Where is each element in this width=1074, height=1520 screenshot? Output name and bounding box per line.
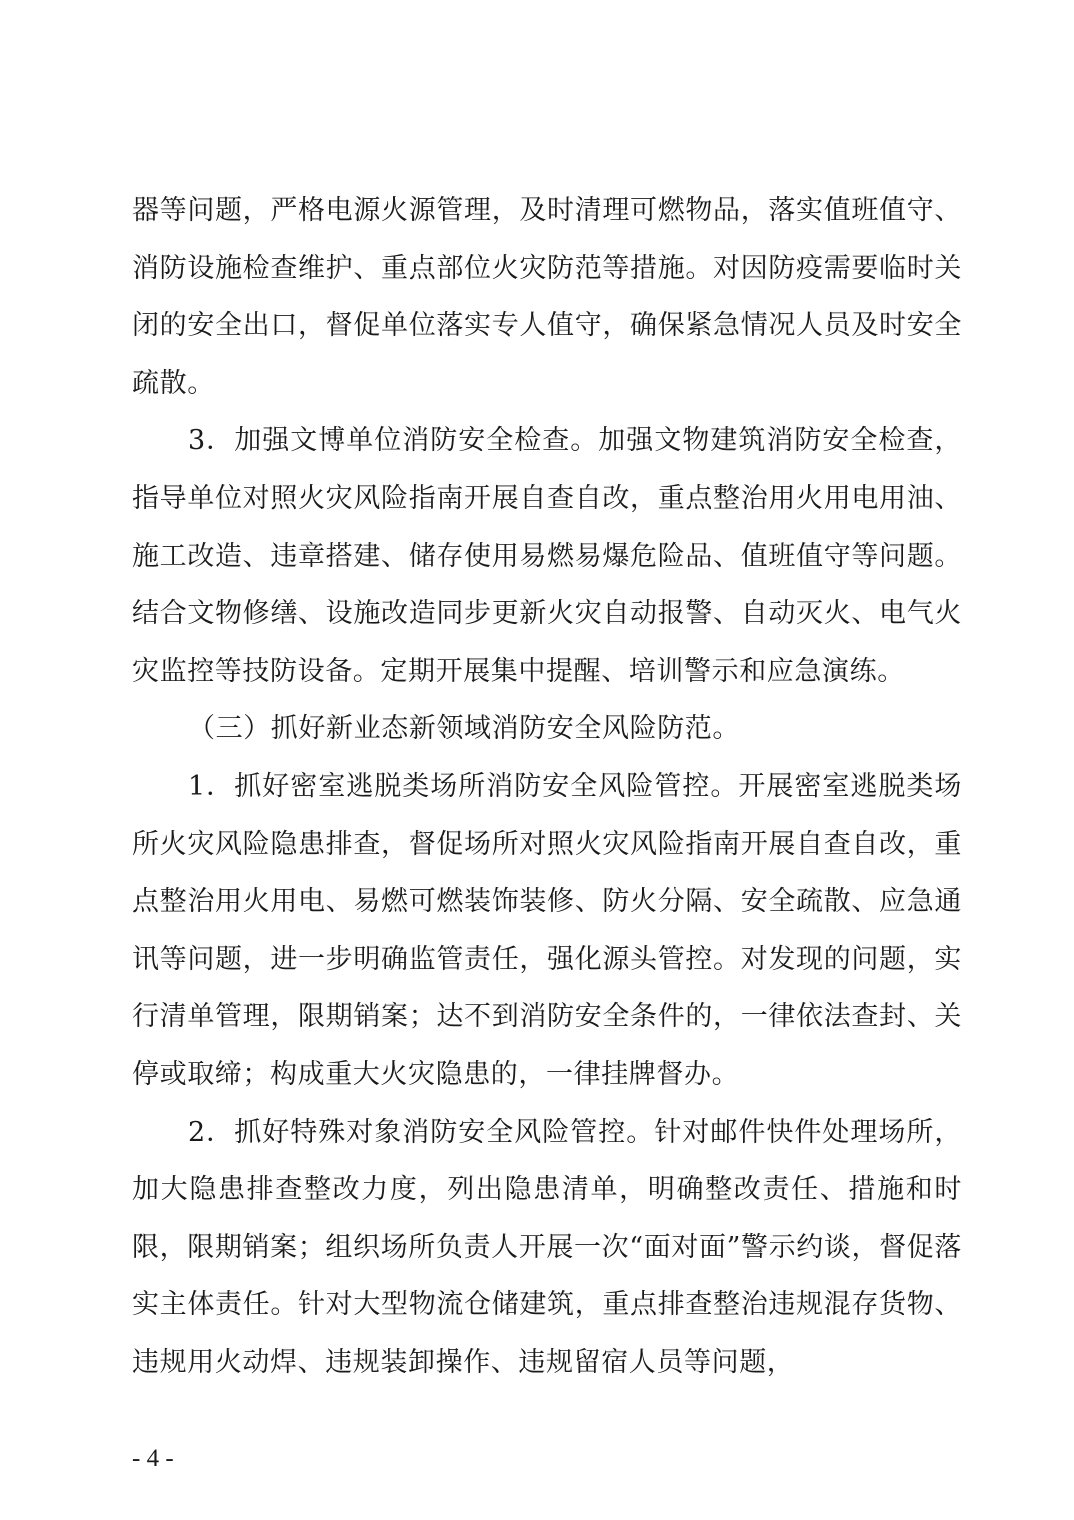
body-text (132, 182, 962, 1391)
paragraph-continuation: 器等问题，严格电源火源管理，及时清理可燃物品，落实值班值守、消防设施检查维护、重点部位火灾防范等措施。对因防疫需要临时关闭的安全出口，督促单位落实专人值守，确保紧急情况人员及时安全疏散。 (132, 195, 962, 399)
section-heading-3: （三）抓好新业态新领域消防安全风险防范。 (188, 713, 740, 745)
page-number: - 4 - (132, 1445, 174, 1472)
paragraph-item-2: 2．抓好特殊对象消防安全风险管控。针对邮件快件处理场所，加大隐患排查整改力度，列出隐患清单，明确整改责任、措施和时限，限期销案；组织场所负责人开展一次“面对面”警示约谈，督促落实主体责任。针对大型物流仓储建筑，重点排查整治违规混存货物、违规用火动焊、违规装卸操作、违规留宿人员等问题， (132, 1116, 962, 1378)
paragraph-item-1: 1．抓好密室逃脱类场所消防安全风险管控。开展密室逃脱类场所火灾风险隐患排查，督促场所对照火灾风险指南开展自查自改，重点整治用火用电、易燃可燃装饰装修、防火分隔、安全疏散、应急通讯等问题，进一步明确监管责任，强化源头管控。对发现的问题，实行清单管理，限期销案；达不到消防安全条件的，一律依法查封、关停或取缔；构成重大火灾隐患的，一律挂牌督办。 (132, 770, 962, 1090)
paragraph-item-3: 3．加强文博单位消防安全检查。加强文物建筑消防安全检查，指导单位对照火灾风险指南开展自查自改，重点整治用火用电用油、施工改造、违章搭建、储存使用易燃易爆危险品、值班值守等问题。结合文物修缮、设施改造同步更新火灾自动报警、自动灭火、电气火灾监控等技防设备。定期开展集中提醒、培训警示和应急演练。 (132, 425, 962, 687)
